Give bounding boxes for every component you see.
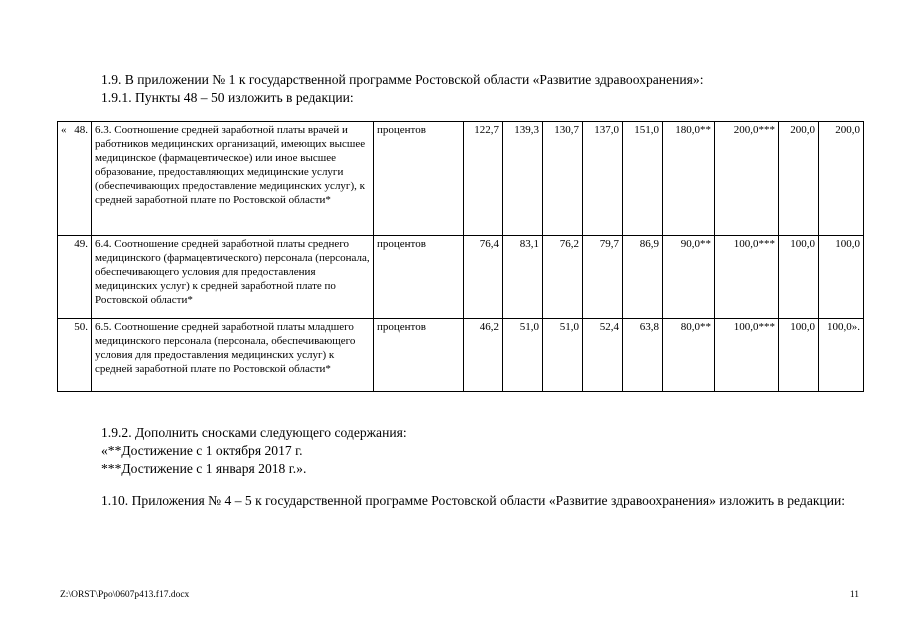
value-cell: 100,0». [819, 319, 864, 392]
opening-quote: « [61, 124, 67, 136]
paragraph-1-9-2: 1.9.2. Дополнить сносками следующего содержания: [101, 425, 407, 440]
unit-cell: процентов [374, 319, 464, 392]
value-cell: 79,7 [583, 236, 623, 319]
value-cell: 200,0 [819, 122, 864, 236]
row-number: 48. [74, 124, 88, 136]
value-cell: 100,0 [779, 236, 819, 319]
footnote-triple-star: ***Достижение с 1 января 2018 г.». [101, 461, 307, 476]
value-cell: 137,0 [583, 122, 623, 236]
paragraph-1-9-1: 1.9.1. Пункты 48 – 50 изложить в редакции: [101, 90, 354, 105]
value-cell: 200,0*** [715, 122, 779, 236]
value-cell: 76,4 [464, 236, 503, 319]
value-cell: 151,0 [623, 122, 663, 236]
paragraph-1-9: 1.9. В приложении № 1 к государственной программе Ростовской области «Развитие здравоохранения»: [101, 72, 704, 87]
value-cell: 46,2 [464, 319, 503, 392]
row-number-cell [58, 122, 92, 236]
footer-file-path: Z:\ORST\Ppo\0607p413.f17.docx [60, 590, 190, 600]
value-cell: 86,9 [623, 236, 663, 319]
value-cell: 100,0*** [715, 319, 779, 392]
row-number-cell [58, 236, 92, 319]
value-cell: 63,8 [623, 319, 663, 392]
value-cell: 52,4 [583, 319, 623, 392]
row-number: 50. [74, 321, 88, 333]
value-cell: 139,3 [503, 122, 543, 236]
indicators-table [57, 121, 864, 392]
row-number: 49. [74, 238, 88, 250]
value-cell: 51,0 [543, 319, 583, 392]
table-row [58, 236, 864, 319]
indicator-description: 6.3. Соотношение средней заработной платы врачей и работников медицинских организаций, имеющих высшее медицинское (фармацевтическое) или иное высшее образование, предоставляющих медицинские услуги (обеспечивающих предоставление медицинских услуг), к средней заработной плате по Ростовской области* [92, 122, 374, 236]
value-cell: 76,2 [543, 236, 583, 319]
indicator-description: 6.5. Соотношение средней заработной платы младшего медицинского персонала (персонала, обеспечивающего условия для предоставления медицинских услуг) к средней заработной плате по Ростовской области* [92, 319, 374, 392]
value-cell: 90,0** [663, 236, 715, 319]
value-cell: 100,0 [819, 236, 864, 319]
indicator-description: 6.4. Соотношение средней заработной платы среднего медицинского (фармацевтического) персонала (персонала, обеспечивающего условия для предоставления медицинских услуг) к средней заработной плате по Ростовской области* [92, 236, 374, 319]
footer-page-number: 11 [849, 590, 859, 600]
value-cell: 100,0 [779, 319, 819, 392]
table-row [58, 122, 864, 236]
value-cell: 122,7 [464, 122, 503, 236]
value-cell: 83,1 [503, 236, 543, 319]
paragraph-1-10: 1.10. Приложения № 4 – 5 к государственной программе Ростовской области «Развитие здравоохранения» изложить в редакции: [101, 493, 846, 508]
value-cell: 180,0** [663, 122, 715, 236]
value-cell: 130,7 [543, 122, 583, 236]
footnote-double-star: «**Достижение с 1 октября 2017 г. [101, 443, 303, 458]
value-cell: 51,0 [503, 319, 543, 392]
table-row [58, 319, 864, 392]
value-cell: 80,0** [663, 319, 715, 392]
value-cell: 100,0*** [715, 236, 779, 319]
row-number-cell [58, 319, 92, 392]
value-cell: 200,0 [779, 122, 819, 236]
unit-cell: процентов [374, 236, 464, 319]
unit-cell: процентов [374, 122, 464, 236]
